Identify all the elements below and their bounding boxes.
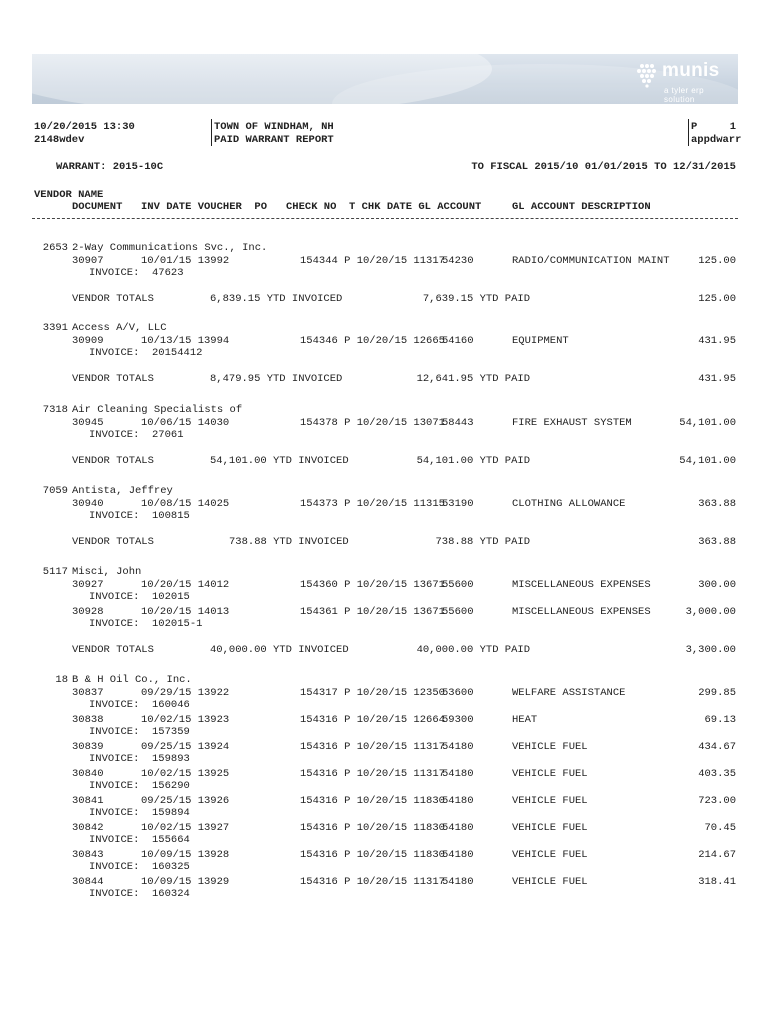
invoice-number: INVOICE: 160046 xyxy=(89,699,190,711)
invoice-number: INVOICE: 157359 xyxy=(89,726,190,738)
invoice-number: INVOICE: 159893 xyxy=(89,753,190,765)
gl-account: 58443 xyxy=(442,417,474,429)
gl-account: 55600 xyxy=(442,606,474,618)
vendor-totals-label: VENDOR TOTALS xyxy=(72,293,154,305)
col-vendor-name: VENDOR NAME xyxy=(34,189,104,201)
ytd-invoiced: 54,101.00 YTD INVOICED xyxy=(210,455,349,467)
gl-description: WELFARE ASSISTANCE xyxy=(512,687,626,699)
vendor-total-amount: 363.88 xyxy=(698,536,736,548)
check-detail: 154316 P 10/20/15 11317 xyxy=(300,876,445,888)
document-number: 30945 xyxy=(72,417,104,429)
line-amount: 318.41 xyxy=(698,876,736,888)
col-document: DOCUMENT xyxy=(72,201,123,213)
vendor-name: B & H Oil Co., Inc. xyxy=(72,674,192,686)
gl-account: 54180 xyxy=(442,849,474,861)
vendor-number: 7318 xyxy=(42,404,68,416)
invoice-number: INVOICE: 100815 xyxy=(89,510,190,522)
vendor-name: Misci, John xyxy=(72,566,142,578)
warrant-label: WARRANT: 2015-10C xyxy=(56,161,164,173)
munis-logo-icon xyxy=(634,62,660,88)
line-amount: 431.95 xyxy=(698,335,736,347)
check-detail: 154346 P 10/20/15 12665 xyxy=(300,335,445,347)
vendor-name: Access A/V, LLC xyxy=(72,322,167,334)
vendor-name: Air Cleaning Specialists of xyxy=(72,404,243,416)
munis-logo xyxy=(634,60,730,104)
invoice-number: INVOICE: 47623 xyxy=(89,267,184,279)
line-amount: 214.67 xyxy=(698,849,736,861)
inv-date-voucher: 10/20/15 14012 xyxy=(141,579,230,591)
logo-tagline: a tyler erp solution xyxy=(664,86,704,104)
gl-description: MISCELLANEOUS EXPENSES xyxy=(512,579,651,591)
gl-description: VEHICLE FUEL xyxy=(512,849,588,861)
document-number: 30928 xyxy=(72,606,104,618)
inv-date-voucher: 10/09/15 13928 xyxy=(141,849,230,861)
report-user: 2148wdev xyxy=(34,134,85,146)
inv-date-voucher: 10/08/15 14025 xyxy=(141,498,230,510)
line-amount: 69.13 xyxy=(704,714,736,726)
invoice-number: INVOICE: 102015-1 xyxy=(89,618,203,630)
inv-date-voucher: 09/25/15 13926 xyxy=(141,795,230,807)
vendor-number: 5117 xyxy=(42,566,68,578)
page-number: 1 xyxy=(729,121,736,133)
line-amount: 299.85 xyxy=(698,687,736,699)
inv-date-voucher: 10/01/15 13992 xyxy=(141,255,230,267)
fiscal-range: TO FISCAL 2015/10 01/01/2015 TO 12/31/2015 xyxy=(471,161,736,173)
gl-account: 54160 xyxy=(442,335,474,347)
inv-date-voucher: 10/20/15 14013 xyxy=(141,606,230,618)
gl-description: RADIO/COMMUNICATION MAINT xyxy=(512,255,670,267)
gl-account: 53190 xyxy=(442,498,474,510)
program-name: appdwarr xyxy=(691,134,742,146)
gl-description: EQUIPMENT xyxy=(512,335,569,347)
check-detail: 154361 P 10/20/15 13671 xyxy=(300,606,445,618)
gl-description: MISCELLANEOUS EXPENSES xyxy=(512,606,651,618)
inv-date-voucher: 09/29/15 13922 xyxy=(141,687,230,699)
ytd-invoiced: 738.88 YTD INVOICED xyxy=(229,536,349,548)
document-number: 30940 xyxy=(72,498,104,510)
report-banner xyxy=(32,54,738,104)
ytd-paid: 7,639.15 YTD PAID xyxy=(422,293,530,305)
line-amount: 403.35 xyxy=(698,768,736,780)
document-number: 30840 xyxy=(72,768,104,780)
document-number: 30909 xyxy=(72,335,104,347)
gl-description: VEHICLE FUEL xyxy=(512,768,588,780)
document-number: 30841 xyxy=(72,795,104,807)
gl-account: 59300 xyxy=(442,714,474,726)
gl-account: 53600 xyxy=(442,687,474,699)
report-datetime: 10/20/2015 13:30 xyxy=(34,121,135,133)
line-amount: 70.45 xyxy=(704,822,736,834)
gl-description: FIRE EXHAUST SYSTEM xyxy=(512,417,632,429)
document-number: 30907 xyxy=(72,255,104,267)
ytd-paid: 40,000.00 YTD PAID xyxy=(416,644,530,656)
check-detail: 154378 P 10/20/15 13071 xyxy=(300,417,445,429)
gl-description: VEHICLE FUEL xyxy=(512,876,588,888)
header-divider xyxy=(211,119,212,146)
document-number: 30843 xyxy=(72,849,104,861)
vendor-number: 3391 xyxy=(42,322,68,334)
vendor-name: Antista, Jeffrey xyxy=(72,485,173,497)
document-number: 30838 xyxy=(72,714,104,726)
col-inv-date-voucher-po: INV DATE VOUCHER PO xyxy=(141,201,268,213)
check-detail: 154316 P 10/20/15 11317 xyxy=(300,768,445,780)
ytd-invoiced: 8,479.95 YTD INVOICED xyxy=(210,373,343,385)
document-number: 30842 xyxy=(72,822,104,834)
line-amount: 363.88 xyxy=(698,498,736,510)
inv-date-voucher: 10/02/15 13927 xyxy=(141,822,230,834)
inv-date-voucher: 10/13/15 13994 xyxy=(141,335,230,347)
gl-account: 54230 xyxy=(442,255,474,267)
invoice-number: INVOICE: 20154412 xyxy=(89,347,203,359)
check-detail: 154360 P 10/20/15 13671 xyxy=(300,579,445,591)
vendor-total-amount: 125.00 xyxy=(698,293,736,305)
check-detail: 154344 P 10/20/15 11317 xyxy=(300,255,445,267)
vendor-totals-label: VENDOR TOTALS xyxy=(72,644,154,656)
report-title: PAID WARRANT REPORT xyxy=(214,134,334,146)
vendor-name: 2-Way Communications Svc., Inc. xyxy=(72,242,268,254)
invoice-number: INVOICE: 160325 xyxy=(89,861,190,873)
vendor-total-amount: 54,101.00 xyxy=(679,455,736,467)
gl-account: 54180 xyxy=(442,741,474,753)
invoice-number: INVOICE: 155664 xyxy=(89,834,190,846)
check-detail: 154373 P 10/20/15 11315 xyxy=(300,498,445,510)
ytd-paid: 54,101.00 YTD PAID xyxy=(416,455,530,467)
header-divider xyxy=(688,119,689,146)
vendor-totals-label: VENDOR TOTALS xyxy=(72,536,154,548)
check-detail: 154316 P 10/20/15 11830 xyxy=(300,822,445,834)
gl-description: VEHICLE FUEL xyxy=(512,741,588,753)
vendor-number: 7059 xyxy=(42,485,68,497)
vendor-totals-label: VENDOR TOTALS xyxy=(72,373,154,385)
document-number: 30839 xyxy=(72,741,104,753)
check-detail: 154316 P 10/20/15 11830 xyxy=(300,849,445,861)
invoice-number: INVOICE: 102015 xyxy=(89,591,190,603)
line-amount: 300.00 xyxy=(698,579,736,591)
check-detail: 154316 P 10/20/15 12664 xyxy=(300,714,445,726)
inv-date-voucher: 09/25/15 13924 xyxy=(141,741,230,753)
inv-date-voucher: 10/02/15 13925 xyxy=(141,768,230,780)
invoice-number: INVOICE: 156290 xyxy=(89,780,190,792)
inv-date-voucher: 10/02/15 13923 xyxy=(141,714,230,726)
vendor-total-amount: 3,300.00 xyxy=(685,644,736,656)
check-detail: 154316 P 10/20/15 11830 xyxy=(300,795,445,807)
col-check-info: CHECK NO T CHK DATE GL ACCOUNT xyxy=(286,201,482,213)
invoice-number: INVOICE: 27061 xyxy=(89,429,184,441)
ytd-paid: 738.88 YTD PAID xyxy=(435,536,530,548)
page-label: P xyxy=(691,121,698,133)
gl-description: VEHICLE FUEL xyxy=(512,822,588,834)
document-number: 30844 xyxy=(72,876,104,888)
col-gl-description: GL ACCOUNT DESCRIPTION xyxy=(512,201,651,213)
document-number: 30927 xyxy=(72,579,104,591)
line-amount: 723.00 xyxy=(698,795,736,807)
invoice-number: INVOICE: 160324 xyxy=(89,888,190,900)
gl-description: HEAT xyxy=(512,714,538,726)
gl-account: 54180 xyxy=(442,795,474,807)
check-detail: 154317 P 10/20/15 12350 xyxy=(300,687,445,699)
gl-account: 54180 xyxy=(442,822,474,834)
check-detail: 154316 P 10/20/15 11317 xyxy=(300,741,445,753)
logo-brand: munis xyxy=(662,60,720,81)
inv-date-voucher: 10/06/15 14030 xyxy=(141,417,230,429)
gl-account: 54180 xyxy=(442,876,474,888)
vendor-totals-label: VENDOR TOTALS xyxy=(72,455,154,467)
line-amount: 434.67 xyxy=(698,741,736,753)
ytd-paid: 12,641.95 YTD PAID xyxy=(416,373,530,385)
invoice-number: INVOICE: 159894 xyxy=(89,807,190,819)
gl-account: 55600 xyxy=(442,579,474,591)
line-amount: 125.00 xyxy=(698,255,736,267)
vendor-number: 18 xyxy=(55,674,68,686)
ytd-invoiced: 6,839.15 YTD INVOICED xyxy=(210,293,343,305)
inv-date-voucher: 10/09/15 13929 xyxy=(141,876,230,888)
gl-account: 54180 xyxy=(442,768,474,780)
line-amount: 54,101.00 xyxy=(679,417,736,429)
gl-description: VEHICLE FUEL xyxy=(512,795,588,807)
vendor-number: 2653 xyxy=(42,242,68,254)
line-amount: 3,000.00 xyxy=(685,606,736,618)
document-number: 30837 xyxy=(72,687,104,699)
gl-description: CLOTHING ALLOWANCE xyxy=(512,498,626,510)
org-name: TOWN OF WINDHAM, NH xyxy=(214,121,334,133)
header-rule xyxy=(32,218,738,219)
vendor-total-amount: 431.95 xyxy=(698,373,736,385)
ytd-invoiced: 40,000.00 YTD INVOICED xyxy=(210,644,349,656)
